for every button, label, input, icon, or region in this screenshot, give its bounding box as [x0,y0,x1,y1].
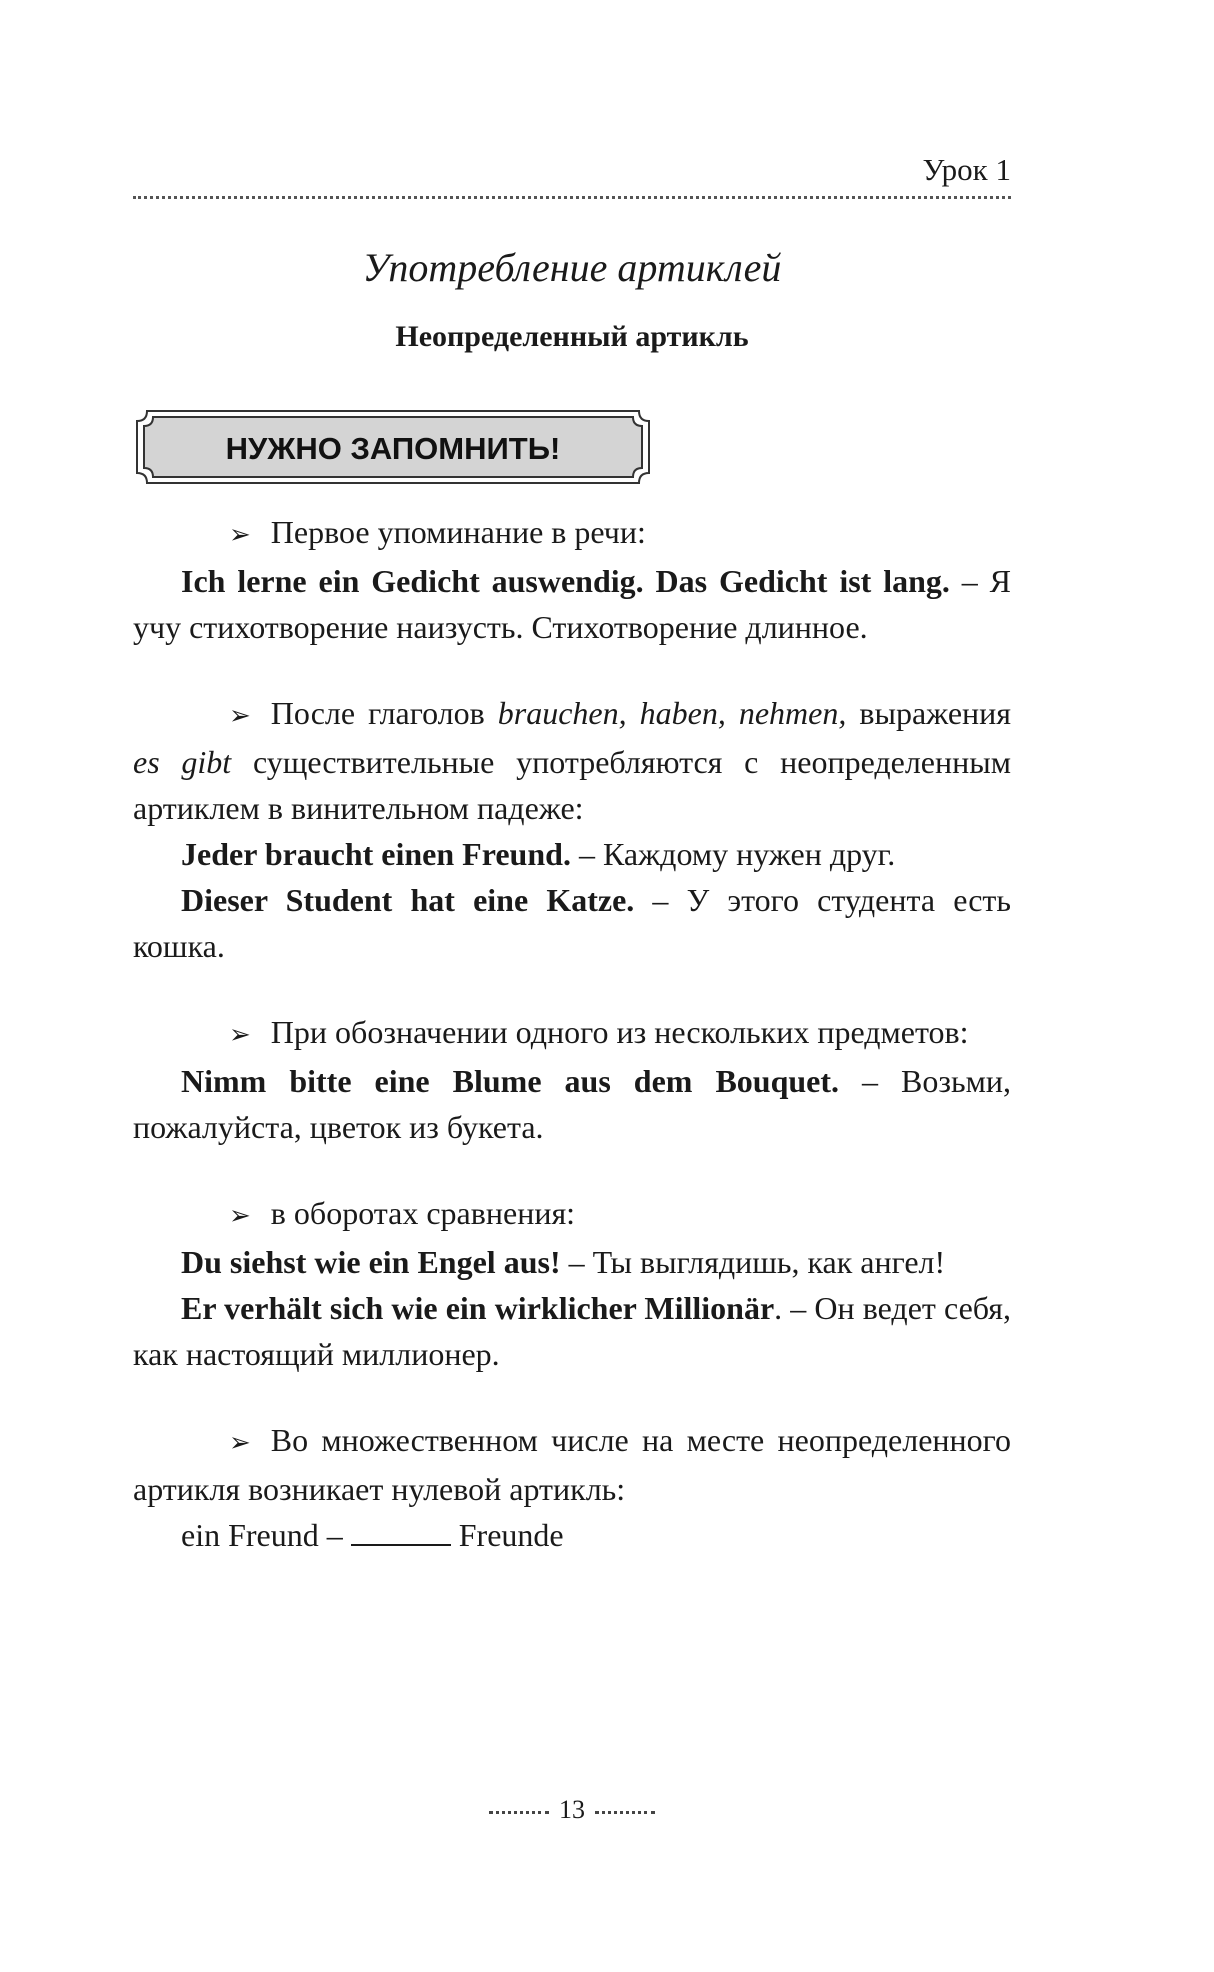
bullet-item [133,1417,1011,1512]
bullet-item [133,509,1011,558]
bullet-text: Первое упоминание в речи: [270,514,646,550]
page [133,150,1011,1558]
arrow-bullet-icon: ➢ [229,1201,251,1231]
german-example: Dieser Student hat eine Katze. [181,882,635,918]
italic-expression: es gibt [133,744,232,780]
bullet-item [133,1190,1011,1239]
example-sentence [133,558,1011,650]
note-badge [133,407,653,487]
example-sentence [133,831,1011,877]
russian-translation: – У этого студента есть кошка. [133,882,1012,964]
example-sentence [133,1285,1011,1377]
bullet-text: существительные употребляются с неопределенным артиклем в винительном падеже: [133,744,1012,826]
russian-translation: . – Он ведет себя, как настоящий миллионер. [133,1290,1012,1372]
bullet-item [133,690,1011,831]
bullet-text: в оборотах сравнения: [270,1195,576,1231]
page-subtitle: Неопределенный артикль [395,320,749,353]
bullet-text: выражения [846,695,1012,731]
footer-dots-left [489,1811,549,1814]
example-sentence [133,1512,1011,1558]
german-example: Nimm bitte eine Blume aus dem Bouquet. [181,1063,840,1099]
russian-translation: – Каждому нужен друг. [570,836,896,872]
russian-translation: – Я учу стихотворение наизусть. Стихотворение длинное. [133,563,1012,645]
bullet-item [133,1009,1011,1058]
page-number: 13 [559,1795,585,1824]
arrow-bullet-icon: ➢ [229,1020,251,1050]
example-plural: Freunde [458,1517,564,1553]
note-badge-label: НУЖНО ЗАПОМНИТЬ! [225,431,561,466]
body-text [133,509,1011,1558]
bullet-text: При обозначении одного из нескольких предметов: [270,1014,969,1050]
german-example: Er verhält sich wie ein wirklicher Millionär [181,1290,775,1326]
arrow-bullet-icon: ➢ [229,1428,251,1458]
arrow-bullet-icon: ➢ [229,520,251,550]
running-head: Урок 1 [922,152,1011,187]
zero-article-blank [351,1544,451,1546]
example-sentence [133,877,1011,969]
page-footer [133,1794,1011,1826]
bullet-text: После глаголов [270,695,498,731]
arrow-bullet-icon: ➢ [229,701,251,731]
russian-translation: – Возьми, пожалуйста, цветок из букета. [133,1063,1012,1145]
russian-translation: – Ты выглядишь, как ангел! [560,1244,946,1280]
german-example: Jeder braucht einen Freund. [181,836,571,872]
footer-dots-right [595,1811,655,1814]
note-badge-frame [133,407,653,487]
german-example: Du siehst wie ein Engel aus! [181,1244,561,1280]
german-example: Ich lerne ein Gedicht auswendig. Das Gedicht ist lang. [181,563,950,599]
example-sentence [133,1239,1011,1285]
example-sentence [133,1058,1011,1150]
italic-verbs: brauchen, haben, nehmen, [497,695,847,731]
header-dotted-rule [133,196,1011,199]
bullet-text: Во множественном числе на месте неопределенного артикля возникает нулевой артикль: [133,1422,1011,1507]
page-title: Употребление артиклей [362,245,782,290]
example-singular: ein Freund – [181,1517,343,1553]
